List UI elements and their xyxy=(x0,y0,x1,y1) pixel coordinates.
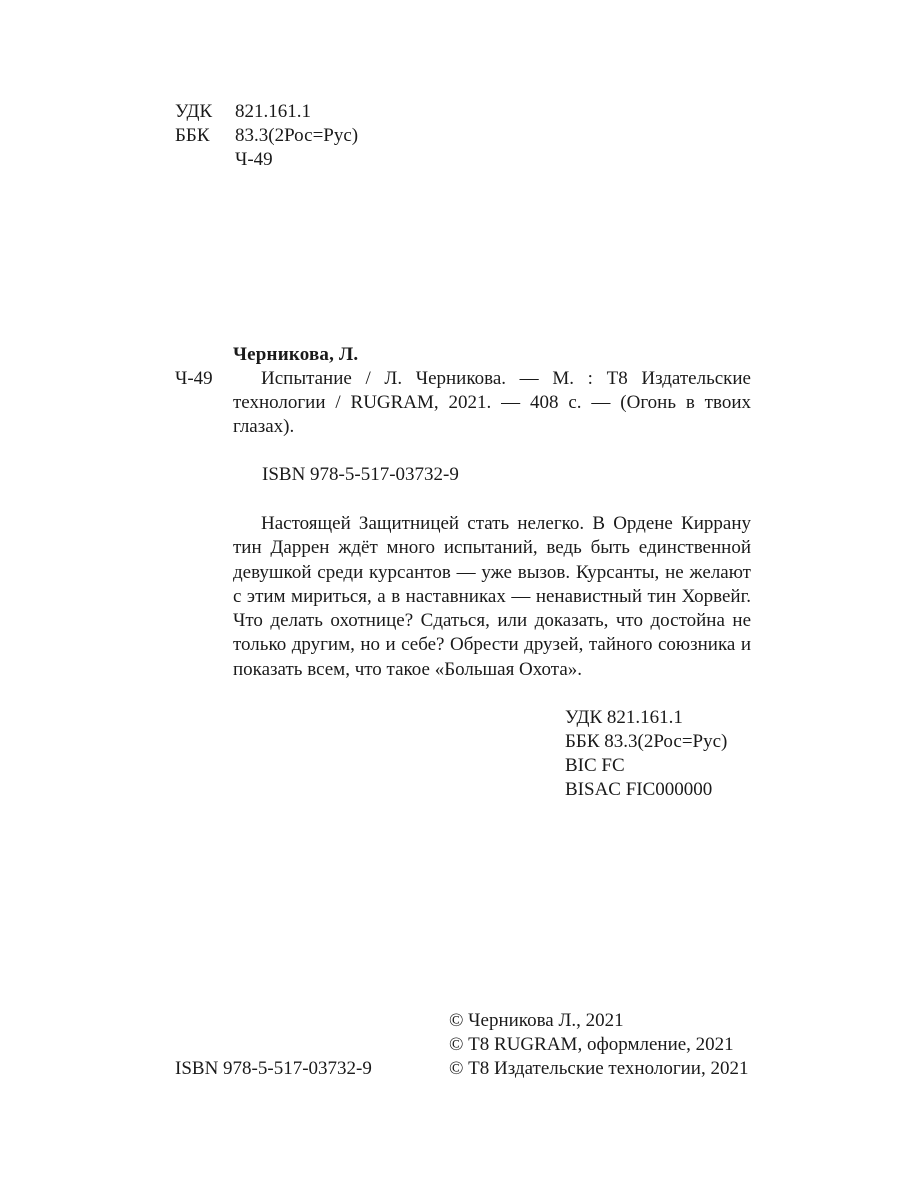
code-bic: BIC FC xyxy=(565,755,625,776)
classification-row-udk xyxy=(175,100,475,124)
classification-value: 83.3(2Рос=Рус) xyxy=(235,125,359,146)
classification-label: ББК xyxy=(175,125,210,146)
classification-label: УДК xyxy=(175,101,213,122)
classification-row-author-mark xyxy=(175,148,475,172)
classification-codes xyxy=(565,706,785,802)
copyright-notices xyxy=(449,1009,769,1081)
code-bisac: BISAC FIC000000 xyxy=(565,779,713,800)
book-annotation: Настоящей Защитницей стать нелегко. В Ордене Киррану тин Даррен ждёт много испытаний, ведь быть единственной девушкой среди курсантов — уже вызов. Курсанты, не желают с этим мириться, а в наставниках — ненавистный тин Хорвейг. Что делать охотнице? Сдаться, или доказать, что достойна не только другим, но и себе? Обрести друзей, тайного союзника и показать всем, что такое «Большая Охота». xyxy=(233,513,751,680)
copyright-publisher: © Т8 Издательские технологии, 2021 xyxy=(449,1058,749,1079)
bibliographic-description: Испытание / Л. Черникова. — М. : Т8 Издательские технологии / RUGRAM, 2021. — 408 с. — (Огонь в твоих глазах). xyxy=(233,368,751,437)
classification-value: Ч-49 xyxy=(235,149,273,170)
classification-row-bbk xyxy=(175,124,475,148)
isbn-record: ISBN 978-5-517-03732-9 xyxy=(262,464,459,485)
classification-value: 821.161.1 xyxy=(235,101,311,122)
code-bbk: ББК 83.3(2Рос=Рус) xyxy=(565,731,728,752)
author-heading: Черникова, Л. xyxy=(233,344,359,365)
footer-isbn: ISBN 978-5-517-03732-9 xyxy=(175,1058,372,1079)
author-mark: Ч-49 xyxy=(175,368,213,389)
classification-block xyxy=(175,100,475,172)
copyright-design: © Т8 RUGRAM, оформление, 2021 xyxy=(449,1034,734,1055)
copyright-author: © Черникова Л., 2021 xyxy=(449,1010,624,1031)
code-udk: УДК 821.161.1 xyxy=(565,707,683,728)
